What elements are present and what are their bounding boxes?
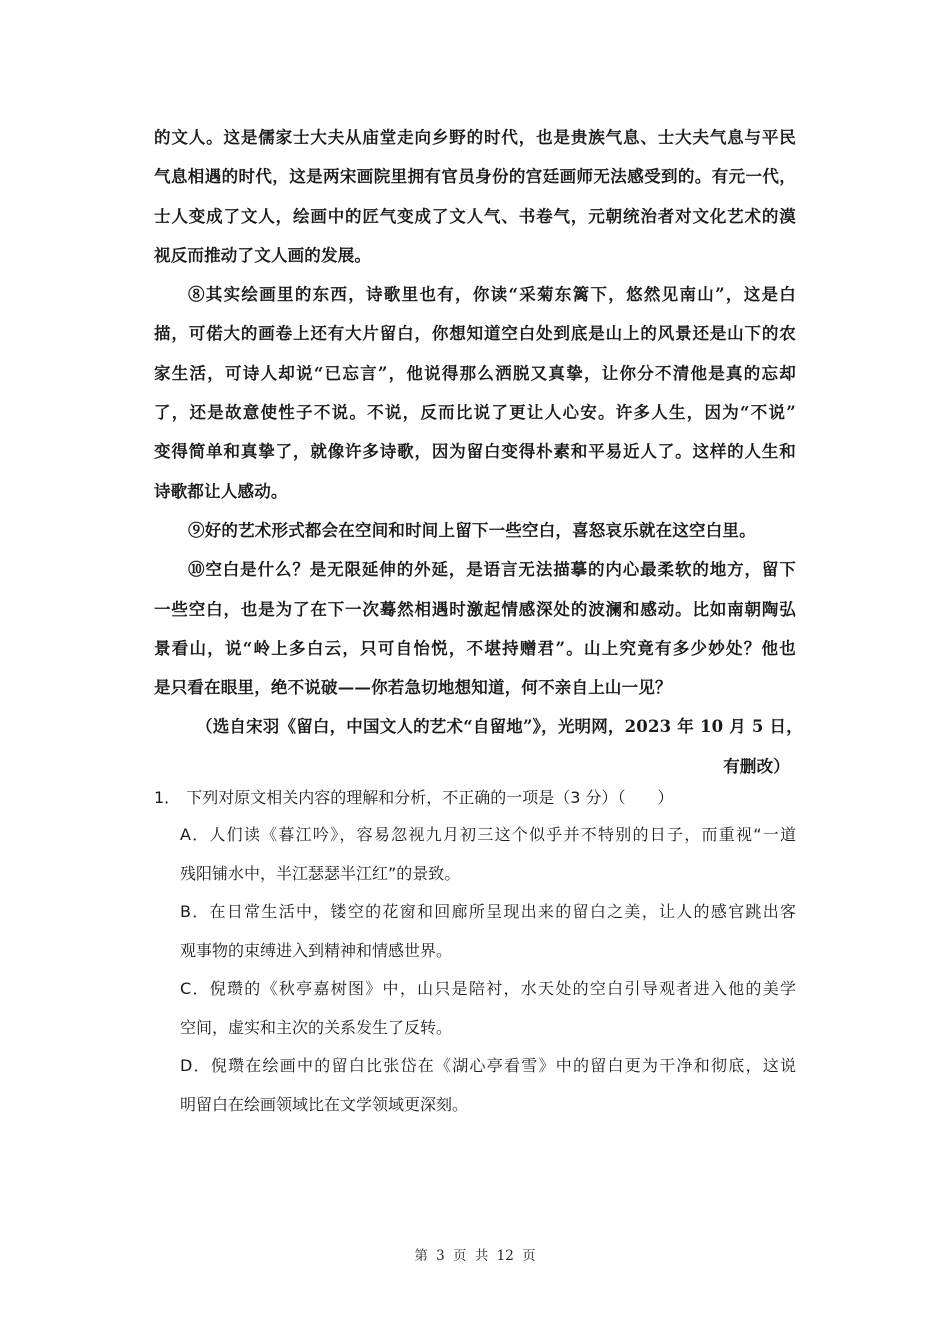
page-number-footer: 第 3 页 共 12 页 <box>414 1248 536 1264</box>
question-number: 1． <box>154 788 181 807</box>
paragraph-9: ⑨好的艺术形式都会在空间和时间上留下一些空白，喜怒哀乐就在这空白里。 <box>188 520 756 540</box>
passage-line: 的文人。这是儒家士大夫从庙堂走向乡野的时代，也是贵族气息、士大夫气息与平民 <box>154 128 796 147</box>
paragraph-8-start: ⑧其实绘画里的东西，诗歌里也有，你读“采菊东篱下，悠然见南山”，这是白 <box>188 285 796 305</box>
reading-passage <box>154 118 803 786</box>
source-citation: （选自宋羽《留白，中国文人的艺术“自留地”》，光明网，2023 年 10 月 5 日， <box>196 717 803 737</box>
option-b <box>154 893 796 970</box>
option-line: D．倪瓒在绘画中的留白比张岱在《湖心亭看雪》中的留白更为干净和彻底，这说 <box>180 1056 796 1075</box>
passage-line: 气息相遇的时代，这是两宋画院里拥有官员身份的宫廷画师无法感受到的。有元一代， <box>154 167 796 187</box>
passage-line: 变得简单和真挚了，就像许多诗歌，因为留白变得朴素和平易近人了。这样的人生和 <box>154 442 796 462</box>
passage-line: 是只看在眼里，绝不说破——你若急切地想知道，何不亲自上山一见？ <box>154 678 672 698</box>
option-a <box>154 816 796 893</box>
passage-line: 描，可偌大的画卷上还有大片留白，你想知道空白处到底是山上的风景还是山下的农 <box>154 324 796 344</box>
passage-line: 士人变成了文人，绘画中的匠气变成了文人气、书卷气，元朝统治者对文化艺术的漠 <box>154 206 796 226</box>
option-c <box>154 970 796 1047</box>
option-line: C．倪瓒的《秋亭嘉树图》中，山只是陪衬，水天处的空白引导观者进入他的美学 <box>180 979 796 998</box>
paragraph-10-start: ⑩空白是什么？是无限延伸的外延，是语言无法描摹的内心最柔软的地方，留下 <box>188 560 796 580</box>
option-line: A．人们读《暮江吟》，容易忽视九月初三这个似乎并不特别的日子，而重视“一道 <box>180 825 796 844</box>
passage-line: 家生活，可诗人却说“已忘言”，他说得那么洒脱又真挚，让你分不清他是真的忘却 <box>154 363 796 383</box>
option-d <box>154 1047 796 1124</box>
passage-line: 一些空白，也是为了在下一次蓦然相遇时激起情感深处的波澜和感动。比如南朝陶弘 <box>154 599 796 619</box>
question-block <box>154 780 796 1124</box>
passage-line: 了，还是故意使性子不说。不说，反而比说了更让人心安。许多人生，因为“不说” <box>154 403 796 423</box>
passage-line: 景看山，说“岭上多白云，只可自怡悦，不堪持赠君”。山上究竟有多少妙处？他也 <box>154 638 796 658</box>
option-line: 观事物的束缚进入到精神和情感世界。 <box>180 940 453 960</box>
question-stem <box>154 780 796 816</box>
option-line: 明留白在绘画领域比在文学领域更深刻。 <box>180 1094 469 1114</box>
source-citation-end: 有删改） <box>723 756 790 776</box>
option-line: 空间，虚实和主次的关系发生了反转。 <box>180 1017 453 1037</box>
passage-line: 诗歌都让人感动。 <box>154 481 288 501</box>
passage-line: 视反而推动了文人画的发展。 <box>154 245 372 265</box>
option-line: 残阳铺水中，半江瑟瑟半江红”的景致。 <box>180 863 461 883</box>
question-text: 下列对原文相关内容的理解和分析，不正确的一项是（3 分）（ ） <box>186 788 674 807</box>
option-line: B．在日常生活中，镂空的花窗和回廊所呈现出来的留白之美，让人的感官跳出客 <box>180 902 796 921</box>
